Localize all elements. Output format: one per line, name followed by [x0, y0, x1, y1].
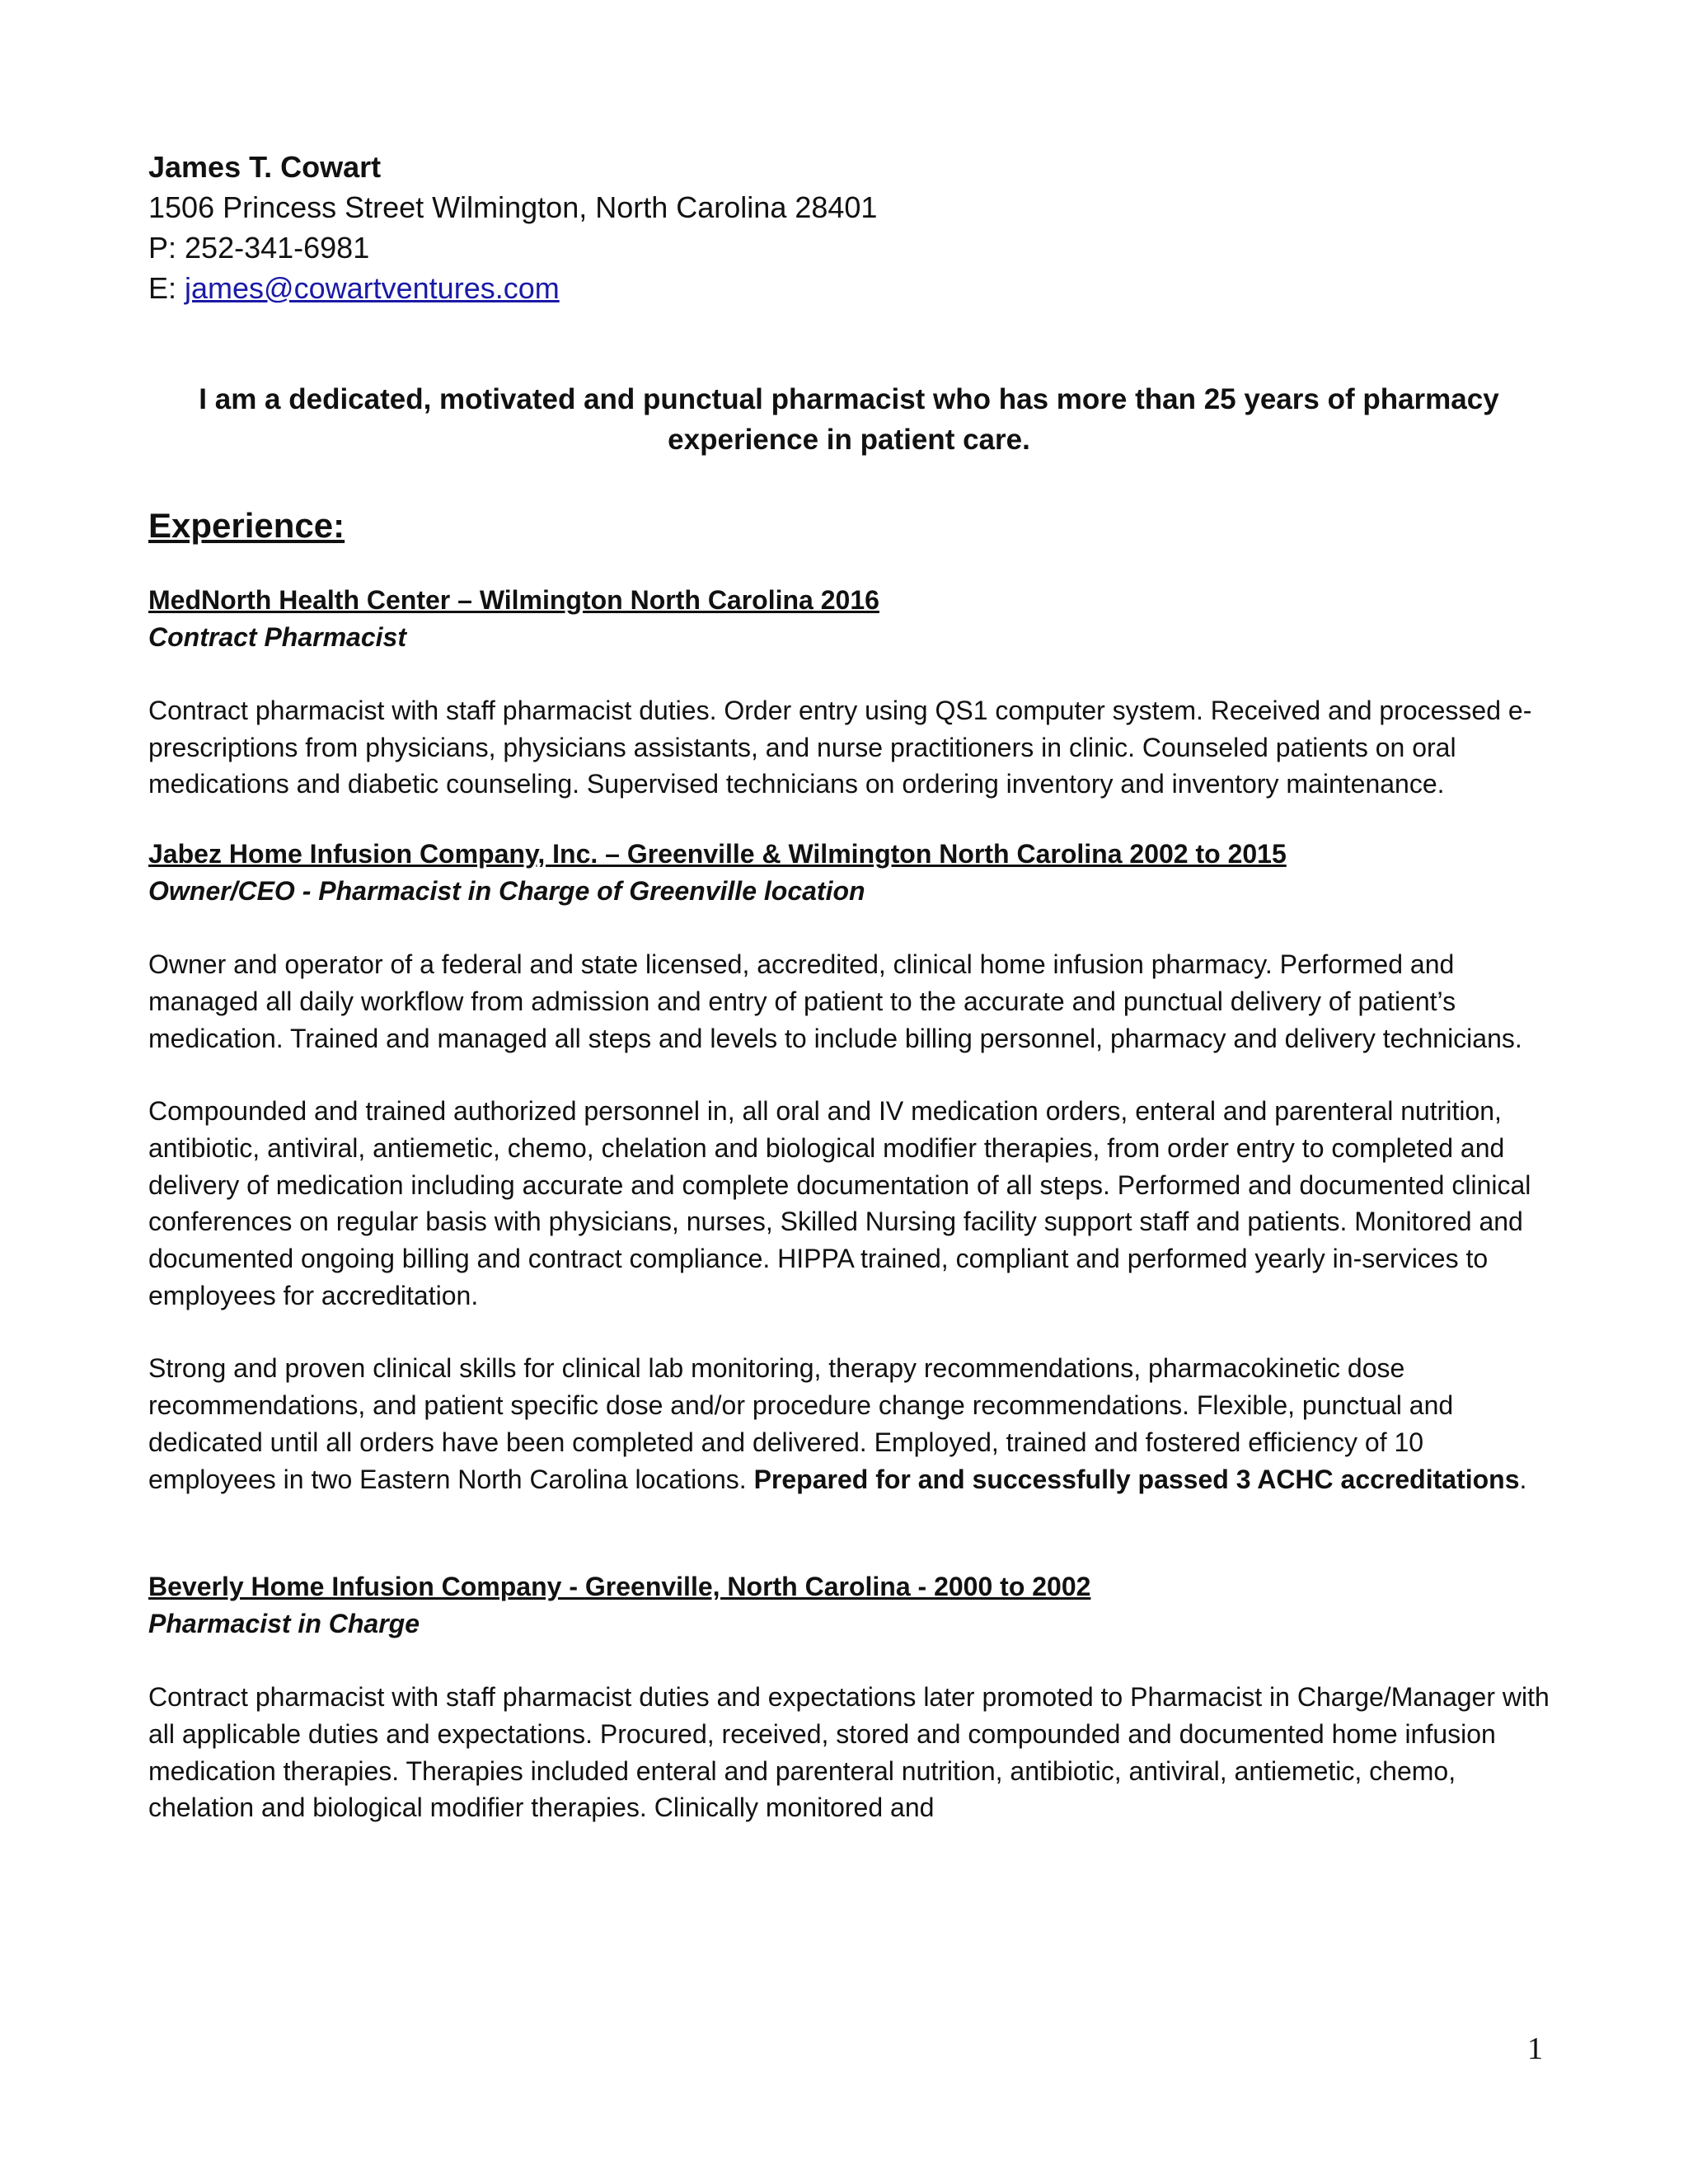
- accreditation-highlight: Prepared for and successfully passed 3 ACHC accreditations: [753, 1464, 1520, 1494]
- job-description: Owner and operator of a federal and state licensed, accredited, clinical home infusion pharmacy. Performed and managed all daily workflow from admission and entry of patient to the accurate and punctual delivery of patient’s medication. Trained and managed all steps and levels to include billing personnel, pharmacy and delivery technicians.: [148, 949, 1522, 1053]
- job-entry-beverly: [148, 1568, 1550, 1826]
- phone-line: [148, 227, 1550, 268]
- address: 1506 Princess Street Wilmington, North Carolina 28401: [148, 190, 878, 224]
- page-number: 1: [1527, 2032, 1543, 2066]
- phone-prefix: P:: [148, 231, 177, 265]
- job-title: Beverly Home Infusion Company - Greenville, North Carolina - 2000 to 2002: [148, 1572, 1091, 1602]
- job-role: Pharmacist in Charge: [148, 1609, 420, 1639]
- email-link[interactable]: james@cowartventures.com: [185, 271, 560, 305]
- job-title: Jabez Home Infusion Company, Inc. – Greenville & Wilmington North Carolina 2002 to 2015: [148, 839, 1287, 869]
- page-content: [148, 147, 1550, 1826]
- job-description: Contract pharmacist with staff pharmacist duties and expectations later promoted to Pharmacist in Charge/Manager with all applicable duties and expectations. Procured, received, stored and compounded and documented home infusion medication therapies. Therapies included enteral and parenteral nutrition, antibiotic, antiviral, antiemetic, chemo, chelation and biological modifier therapies. Clinically monitored and: [148, 1682, 1550, 1823]
- experience-heading: Experience:: [148, 506, 345, 545]
- job-description: [148, 1350, 1550, 1497]
- phone-number: 252-341-6981: [185, 231, 370, 265]
- job-title: MedNorth Health Center – Wilmington North Carolina 2016: [148, 585, 879, 615]
- job-role: Owner/CEO - Pharmacist in Charge of Greenville location: [148, 876, 865, 907]
- email-line: [148, 268, 1550, 308]
- contact-block: [148, 147, 1550, 308]
- period: .: [1519, 1464, 1527, 1494]
- candidate-name: James T. Cowart: [148, 150, 382, 184]
- email-prefix: E:: [148, 271, 177, 305]
- job-description-text: Strong and proven clinical skills for clinical lab monitoring, therapy recommendations, pharmacokinetic dose recommendations, and patient specific dose and/or procedure change recommendations. Flexible, punctual and dedicated until all orders have been completed and delivered. Employed, trained and fostered efficiency of 10 employees in two Eastern North Carolina locations.: [148, 1353, 1454, 1494]
- summary-statement: I am a dedicated, motivated and punctual pharmacist who has more than 25 years of pharmacy experience in patient care.: [199, 383, 1499, 456]
- job-entry-jabez: [148, 836, 1550, 1497]
- job-role: Contract Pharmacist: [148, 622, 406, 652]
- job-description: Contract pharmacist with staff pharmacist duties. Order entry using QS1 computer system. Received and processed e-prescriptions from physicians, physicians assistants, and nurse practitioners in clinic. Counseled patients on oral medications and diabetic counseling. Supervised technicians on ordering inventory and inventory maintenance.: [148, 696, 1532, 799]
- job-description: Compounded and trained authorized personnel in, all oral and IV medication orders, enteral and parenteral nutrition, antibiotic, antiviral, antiemetic, chemo, chelation and biological modifier therapies, from order entry to completed and delivery of medication including accurate and complete documentation of all steps. Performed and documented clinical conferences on regular basis with physicians, nurses, Skilled Nursing facility support staff and patients. Monitored and documented ongoing billing and contract compliance. HIPPA trained, compliant and performed yearly in-services to employees for accreditation.: [148, 1096, 1531, 1310]
- job-entry-mednorth: [148, 582, 1550, 803]
